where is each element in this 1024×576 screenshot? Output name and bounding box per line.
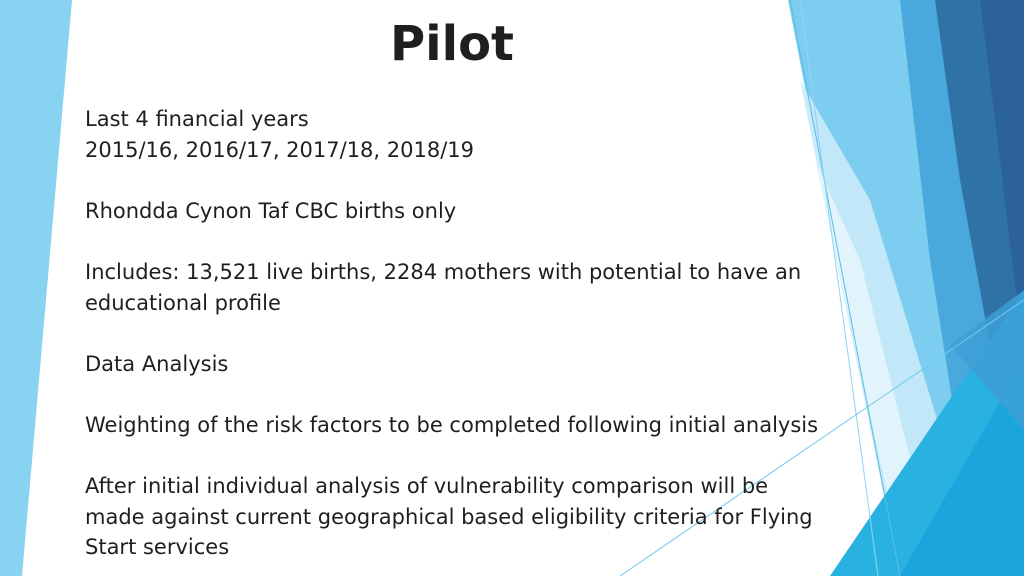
left-accent-shape <box>0 0 72 576</box>
scope-text: Rhondda Cynon Taf CBC births only <box>85 198 457 223</box>
comparison-line-3: Start services <box>85 535 230 560</box>
comparison-line-1: After initial individual analysis of vulnerability comparison will be <box>85 474 769 499</box>
period-heading: Last 4 financial years <box>85 107 309 131</box>
data-analysis-text: Data Analysis <box>85 351 229 376</box>
weighting-text: Weighting of the risk factors to be completed following initial analysis <box>85 412 819 437</box>
period-years: 2015/16, 2016/17, 2017/18, 2018/19 <box>85 137 475 162</box>
includes-line-1: Includes: 13,521 live births, 2284 mothers with potential to have an <box>85 259 802 284</box>
includes-line-2: educational profile <box>85 290 281 315</box>
spacer <box>85 441 905 472</box>
slide-title: Pilot <box>389 16 514 72</box>
spacer <box>85 226 905 257</box>
spacer <box>85 318 905 349</box>
spacer <box>85 165 905 196</box>
slide-body <box>85 104 905 563</box>
comparison-line-2: made against current geographical based eligibility criteria for Flying <box>85 504 813 529</box>
spacer <box>85 379 905 410</box>
